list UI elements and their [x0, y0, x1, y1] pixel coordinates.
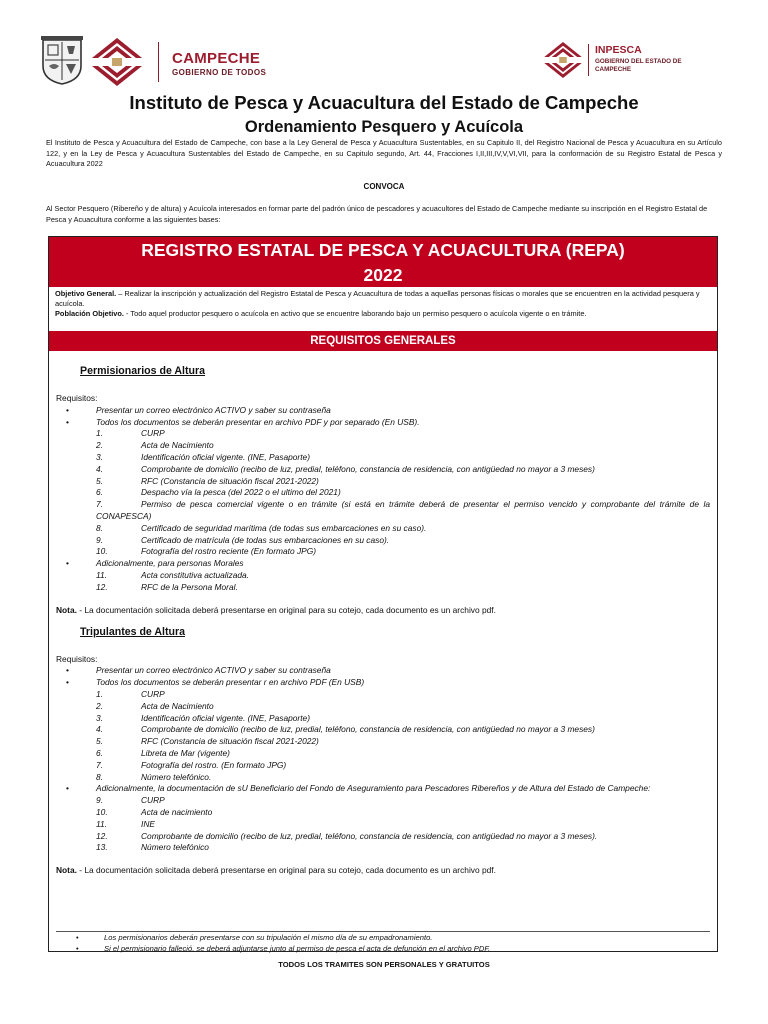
list-item: 7. Permiso de pesca comercial vigente o en trámite (si está en trámite deberá de presentar el permiso vencido y comprobante del trámite de la CONAPESCA): [96, 499, 710, 521]
list-item: 4. Comprobante de domicilio (recibo de luz, predial, teléfono, constancia de residencia, con antigüedad no mayor a 3 meses): [96, 724, 595, 735]
list-item: 10. Acta de nacimiento: [96, 806, 213, 817]
inpesca-subtitle: GOBIERNO DEL ESTADO DE CAMPECHE: [595, 58, 682, 73]
list-item: • Si el permisionario falleció, se deberá adjuntarse junto al permiso de pesca el acta de defunción en el archivo PDF.: [76, 944, 491, 953]
footer-banner: TODOS LOS TRAMITES SON PERSONALES Y GRATUITOS: [278, 960, 490, 969]
list-item: 9. Certificado de matrícula (de todas sus embarcaciones en su caso).: [96, 534, 390, 545]
bullet-icon: •: [66, 404, 69, 415]
page-subtitle: Ordenamiento Pesquero y Acuícola: [244, 118, 524, 136]
logo-divider: [158, 42, 159, 82]
registration-box: [48, 236, 718, 952]
bullet-icon: •: [66, 783, 69, 794]
list-item: 1. CURP: [96, 428, 165, 439]
campeche-subtitle: GOBIERNO DE TODOS: [172, 68, 267, 77]
list-item: 1. CURP: [96, 688, 165, 699]
section-title-tripulantes: Tripulantes de Altura: [80, 625, 185, 638]
list-item: 5. RFC (Constancia de situación fiscal 2021-2022): [96, 475, 319, 486]
page-title: Instituto de Pesca y Acuacultura del Estado de Campeche: [129, 92, 639, 113]
bullet-icon: •: [66, 677, 69, 688]
campeche-logo-mark-icon: [92, 38, 142, 86]
requirements-content: [56, 365, 710, 876]
list-item: 3. Identificación oficial vigente. (INE, Pasaporte): [96, 451, 310, 462]
list-item: 3. Identificación oficial vigente. (INE, Pasaporte): [96, 712, 310, 723]
objectives: [55, 289, 709, 320]
list-item: 5. RFC (Constancia de situación fiscal 2021-2022): [96, 736, 319, 747]
requirements-label: Requisitos:: [56, 653, 98, 664]
target-population: [55, 309, 709, 319]
list-item: 12. Comprobante de domicilio (recibo de luz, predial, teléfono, constancia de residencia, con antigüedad no mayor a 3 meses).: [96, 830, 598, 841]
repa-banner: [49, 237, 717, 287]
list-item: • Presentar un correo electrónico ACTIVO y saber su contraseña: [66, 665, 331, 676]
banner-line-1: REGISTRO ESTATAL DE PESCA Y ACUACULTURA (REPA): [141, 240, 625, 260]
bullet-icon: •: [66, 665, 69, 676]
list-item: • Los permisionarios deberán presentarse con su tripulación el mismo día de su empadronamiento.: [76, 933, 433, 942]
list-item: 10. Fotografía del rostro reciente (En formato JPG): [96, 546, 317, 557]
list-item: 7. Fotografía del rostro. (En formato JPG): [96, 759, 287, 770]
list-item: • Todos los documentos se deberán presentar r en archivo PDF (En USB): [66, 677, 365, 688]
list-item: 11. Acta constitutiva actualizada.: [96, 569, 250, 580]
objective-general-label: Objetivo General.: [55, 289, 117, 298]
nota-tripulantes: Nota. - La documentación solicitada deberá presentarse en original para su cotejo, cada documento es un archivo pdf.: [56, 865, 496, 876]
list-item: • Adicionalmente, la documentación de sU Beneficiario del Fondo de Aseguramiento para Pescadores Ribereños y de Altura del Estado de Campeche:: [66, 783, 651, 794]
header-logos: [40, 36, 728, 88]
list-item: 6. Libreta de Mar (vigente): [96, 747, 230, 758]
list-item: 8. Número telefónico.: [96, 771, 212, 782]
target-population-label: Población Objetivo.: [55, 309, 124, 319]
list-item: 11. INE: [96, 818, 155, 829]
target-population-text: - Todo aquel productor pesquero o acuícola en activo que se encuentre laborando bajo un permiso pesquero o acuícola vigente o en trámite.: [124, 309, 587, 319]
inpesca-name: INPESCA: [595, 44, 642, 56]
list-item: 2. Acta de Nacimiento: [96, 700, 214, 711]
inpesca-logo-mark-icon: [544, 42, 582, 78]
intro-paragraph: El Instituto de Pesca y Acuacultura del Estado de Campeche, con base a la Ley General de Pesca y Acuacultura Sustentables, en su Capitulo II, del Registro Nacional de Pesca y Acuacultura en su Artículo 122, y en la Ley de Pesca y Acuacultura Sustentables del Estado de Campeche, en su Capitulo segundo, Art. 44, Fracciones I,II,III,IV,V,VI,VII, para la conformación de su Registro Estatal de Pesca y Acuacultura 2022: [46, 138, 722, 169]
convoca-heading: CONVOCA: [363, 182, 405, 191]
campeche-name: CAMPECHE: [172, 50, 261, 67]
list-item: 4. Comprobante de domicilio (recibo de luz, predial, teléfono, constancia de residencia, con antigüedad no mayor a 3 meses): [96, 463, 595, 474]
objective-general-text: – Realizar la inscripción y actualización del Registro Estatal de Pesca y Acuacultura de todas a aquellas personas físicas o morales que se encuentren en la actividad pesquera y acuícola.: [55, 289, 700, 309]
banner-line-2: 2022: [363, 265, 403, 285]
bullet-icon: •: [76, 933, 79, 942]
list-item: 6. Despacho vía la pesca (del 2022 o el ultimo del 2021): [96, 487, 341, 498]
list-item: 2. Acta de Nacimiento: [96, 440, 214, 451]
list-item: 8. Certificado de seguridad marítima (de todas sus embarcaciones en su caso).: [96, 522, 427, 533]
requirements-header: REQUISITOS GENERALES: [49, 331, 717, 351]
bullet-icon: •: [66, 558, 69, 569]
list-item: 9. CURP: [96, 795, 165, 806]
section-title-permisionarios: Permisionarios de Altura: [80, 365, 206, 377]
list-item: • Presentar un correo electrónico ACTIVO y saber su contraseña: [66, 404, 331, 415]
intro-paragraph-2: Al Sector Pesquero (Ribereño y de altura) y Acuícola interesados en formar parte del padrón único de pescadores y acuacultores del Estado de Campeche mediante su inscripción en el Registro Estatal de Pesca y Acuacultura conforme a las siguientes bases:: [46, 204, 708, 224]
nota-permisionarios: Nota. - La documentación solicitada deberá presentarse en original para su cotejo, cada documento es un archivo pdf.: [56, 604, 496, 615]
objective-general: [55, 289, 709, 309]
list-item: 13. Número telefónico: [96, 842, 209, 853]
list-item: • Adicionalmente, para personas Morales: [66, 558, 244, 569]
footer-notes: [56, 931, 710, 954]
logo-divider: [588, 44, 589, 76]
list-item: • Todos los documentos se deberán presentar en archivo PDF y por separado (En USB).: [66, 416, 420, 427]
bullet-icon: •: [76, 944, 79, 953]
bullet-icon: •: [66, 416, 69, 427]
requirements-label: Requisitos:: [56, 393, 98, 403]
list-item: 12. RFC de la Persona Moral.: [96, 581, 238, 592]
campeche-coat-of-arms-icon: [40, 36, 84, 86]
